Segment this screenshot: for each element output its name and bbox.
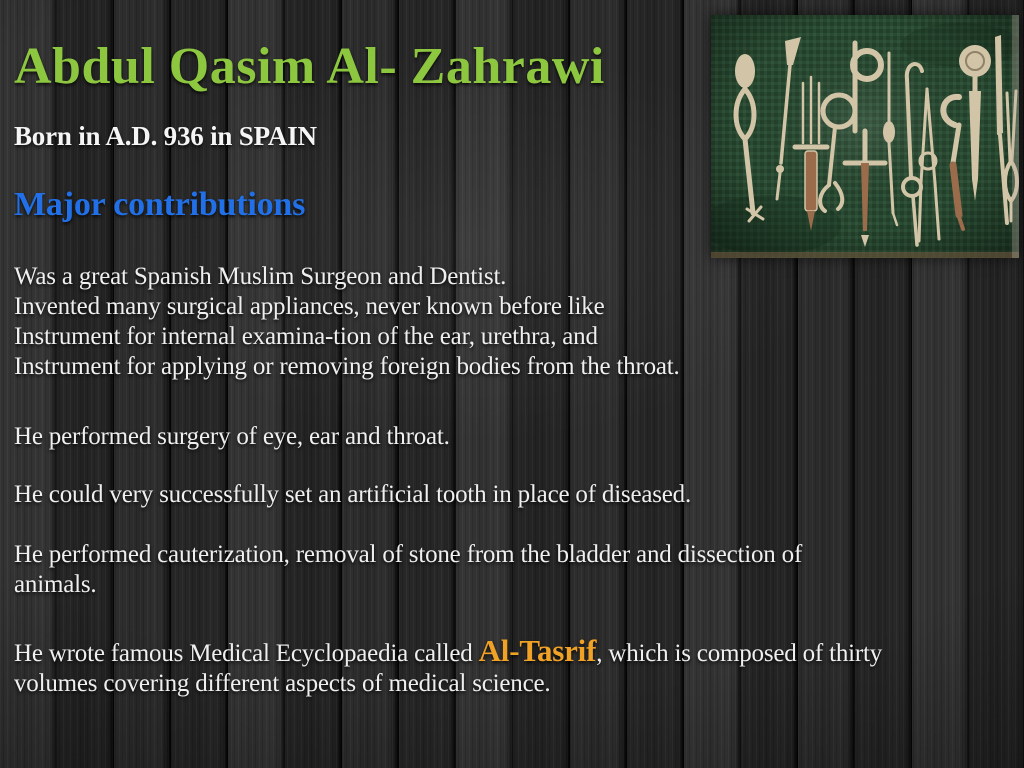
slide-title: Abdul Qasim Al- Zahrawi (14, 38, 605, 95)
text-line: He could very successfully set an artificial tooth in place of diseased. (14, 481, 692, 508)
text-line: He performed surgery of eye, ear and throat. (14, 423, 450, 450)
paragraph-artificial-tooth (14, 480, 1024, 510)
surgical-instruments-image (711, 15, 1019, 258)
paragraph-surgery (14, 422, 1024, 452)
text-line: , which is composed of thirty (596, 640, 883, 667)
text-line: He performed cauterization, removal of stone from the bladder and dissection of (14, 541, 803, 568)
al-tasrif-highlight: Al-Tasrif (478, 633, 597, 668)
paragraph-al-tasrif (14, 633, 1024, 699)
paragraph-achievements (14, 262, 1024, 382)
text-line: Invented many surgical appliances, never known before like (14, 293, 605, 320)
text-line: volumes covering different aspects of medical science. (14, 670, 551, 697)
surgical-instruments-illustration (711, 15, 1019, 258)
birth-info-line: Born in A.D. 936 in SPAIN (14, 121, 317, 151)
text-line: animals. (14, 571, 97, 598)
text-line: Instrument for applying or removing foreign bodies from the throat. (14, 353, 680, 380)
text-line: Was a great Spanish Muslim Surgeon and Dentist. (14, 263, 507, 290)
text-line: He wrote famous Medical Ecyclopaedia called (14, 640, 479, 667)
section-heading-major-contributions: Major contributions (14, 186, 306, 223)
paragraph-cauterization (14, 540, 1024, 600)
text-line: Instrument for internal examina-tion of the ear, urethra, and (14, 323, 598, 350)
